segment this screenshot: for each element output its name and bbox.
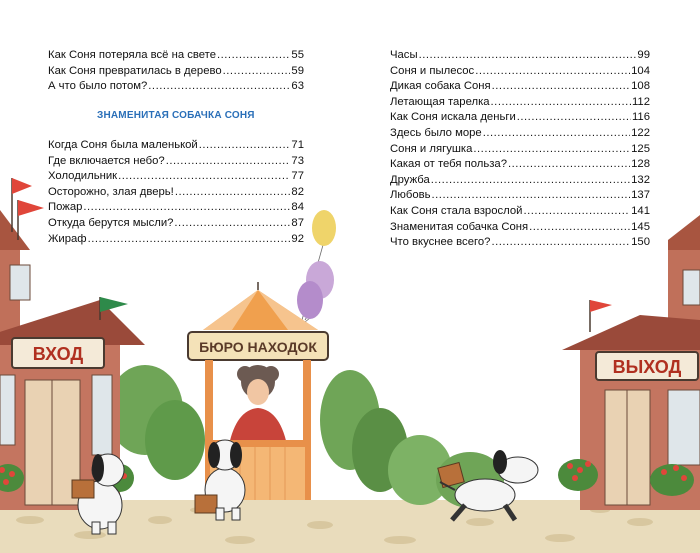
section-heading: ЗНАМЕНИТАЯ СОБАЧКА СОНЯ [97, 110, 255, 121]
toc-entry[interactable]: Часы ..... 99 [390, 48, 650, 64]
toc-entry[interactable]: Знаменитая собачка Соня ..... 145 [390, 220, 650, 236]
toc-entry[interactable]: Что вкуснее всего? ..... 150 [390, 235, 650, 251]
toc-entry[interactable]: Летающая тарелка ..... 112 [390, 95, 650, 111]
toc-entry[interactable]: Где включается небо? ..... 73 [48, 154, 304, 170]
toc-entry[interactable]: Дружба ..... 132 [390, 173, 650, 189]
toc-right [390, 48, 650, 251]
toc-entry[interactable]: Какая от тебя польза? ..... 128 [390, 157, 650, 173]
exit-building [558, 215, 700, 510]
toc-section-list [48, 138, 304, 247]
toc-entry[interactable]: Откуда берутся мысли? ..... 87 [48, 216, 304, 232]
toc-entry[interactable]: А что было потом? ..... 63 [48, 79, 304, 95]
exit-sign-text: ВЫХОД [612, 357, 682, 377]
toc-entry[interactable]: Осторожно, злая дверь! ..... 82 [48, 185, 304, 201]
toc-entry[interactable]: Пожар ..... 84 [48, 200, 304, 216]
toc-entry[interactable]: Здесь было море ..... 122 [390, 126, 650, 142]
lost-found-sign-text: БЮРО НАХОДОК [199, 339, 317, 355]
toc-entry[interactable]: Холодильник ..... 77 [48, 169, 304, 185]
toc-entry[interactable]: Жираф ..... 92 [48, 232, 304, 248]
toc-left-top [48, 48, 304, 95]
toc-entry[interactable]: Как Соня искала деньги ..... 116 [390, 110, 650, 126]
toc-entry[interactable]: Когда Соня была маленькой ..... 71 [48, 138, 304, 154]
toc-entry[interactable]: Соня и лягушка ..... 125 [390, 142, 650, 158]
toc-entry[interactable]: Как Соня стала взрослой ..... 141 [390, 204, 650, 220]
toc-entry[interactable]: Любовь ..... 137 [390, 188, 650, 204]
entrance-sign-text: ВХОД [32, 344, 84, 364]
toc-entry[interactable]: Как Соня превратилась в дерево ..... 59 [48, 64, 304, 80]
toc-entry[interactable]: Соня и пылесос ..... 104 [390, 64, 650, 80]
toc-entry[interactable]: Как Соня потеряла всё на свете ..... 55 [48, 48, 304, 64]
toc-entry[interactable]: Дикая собака Соня ..... 108 [390, 79, 650, 95]
